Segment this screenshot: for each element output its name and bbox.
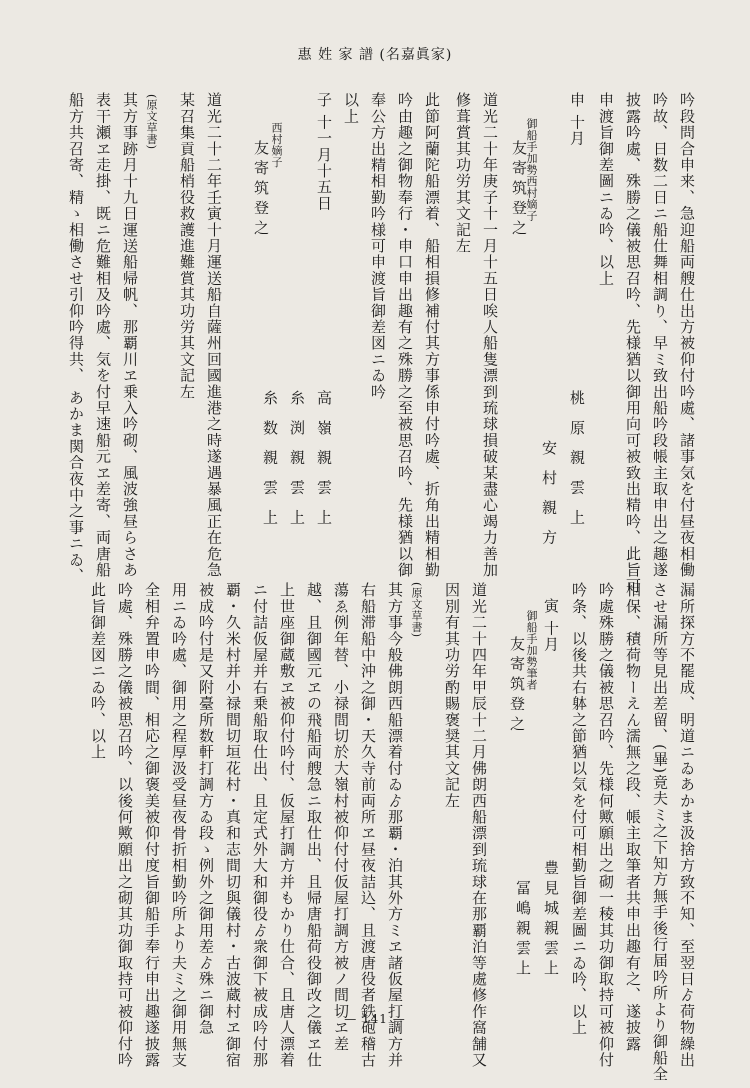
text-column: 吟由趣之御物奉行・申口申出趣有之殊勝之至被思召吟、先様猶以御	[396, 92, 414, 578]
text-column: 全相弁置申吟間、相応之御褒美被仰付度旨御船手奉行申出趣遂披露	[143, 582, 161, 1068]
text-column: 友寄筑登之	[252, 140, 270, 240]
text-column: 御船手加勢筆者	[525, 610, 538, 691]
page-number: — 141 —	[344, 1012, 406, 1026]
text-column: 西村嫡子	[270, 122, 283, 168]
text-column: 道光二十四年甲辰十二月佛朗西船漂到琉球在那覇泊等處修作窩舗又	[470, 582, 488, 1068]
text-column: 糸 数 親 雲 上	[261, 390, 279, 530]
text-column: 吟条、以後共右躰之節猶以気を付可相勤旨御差圖ニゐ吟、以上	[570, 582, 588, 1036]
text-column: (原文草書)	[145, 94, 158, 150]
page-header: 惠 姓 家 譜 (名嘉眞家)	[297, 47, 453, 63]
text-column: 寅 十月	[542, 598, 560, 653]
text-column: 奉公方出精相勤吟様可申渡旨御差図ニゐ吟	[369, 92, 387, 400]
text-column: 道光二十年庚子十一月十五日唉人船隻漂到琉球損破某盡心竭力善加	[481, 92, 499, 578]
text-column: 船方共召寄、精ゝ相働させ引仰吟得共、 あかま関合夜中之事ニゐ、	[67, 92, 85, 584]
text-column: 糸 渕 親 雲 上	[288, 390, 306, 530]
text-column: 安 村 親 方	[540, 440, 558, 550]
text-column: 某召集貢船梢役救護進難賞其功労其文記左	[178, 92, 196, 400]
text-column: 高 嶺 親 雲 上	[315, 390, 333, 530]
text-column: 吟處、殊勝之儀被思召吟、以後何歟願出之砌其功御取持可被仰付吟	[116, 582, 134, 1068]
text-column: 申渡旨御差圖ニゐ吟、以上	[597, 92, 615, 287]
text-column: 越、且御國元ヱの飛船両艘急ニ取仕出、且帰唐船荷役御改之儀ヱ仕	[305, 582, 323, 1068]
text-column: 吟段問合申来、急迎船両艘仕出方被仰付吟處、諸事気を付昼夜相働	[678, 92, 696, 578]
text-column: 道光二十二年壬寅十月運送船自薩州回國進港之時遂遇暴風正在危急	[205, 92, 223, 578]
text-column: 吟處殊勝之儀被思召吟、先様何歟願出之砌一稜其功御取持可被仰付	[597, 582, 615, 1068]
text-column: 此節阿蘭陀船漂着、船相損修補付其方事係申付吟處、折角出精相勤	[423, 92, 441, 578]
text-column: 此旨御差図ニゐ吟、以上	[89, 582, 107, 761]
text-column: 被成吟付是又附臺所数軒打調方ゐ段ゝ例外之御用差ゟ殊ニ御急	[197, 582, 215, 1036]
text-column: 冨嶋親雲上	[514, 880, 532, 980]
text-column: 申 十月	[568, 92, 586, 147]
text-column: 修葺賞其功労其文記左	[454, 92, 472, 254]
text-column: 漏所探方不罷成、明道ニゐあかま汲捨方致不知、至翌日ゟ荷物繰出	[678, 582, 696, 1068]
text-column: 其方事跡月十九日運送船帰帆、那覇川ヱ乗入吟砌、風波強昼らさあ	[121, 92, 139, 578]
text-column: (原文草書)	[410, 582, 423, 638]
text-column: 右船滞船中沖之御・天久寺前両所ヱ昼夜詰込、且渡唐役者鉄砲稽古	[359, 582, 377, 1068]
text-column: 相保、積荷物ーえん濡無之段、帳主取筆者共申出趣有之、遂披露	[624, 582, 642, 1052]
text-column: 其方事今般佛朗西船漂着付ゐゟ那覇・泊其外方ミヱ諸仮屋打調方并	[386, 582, 404, 1068]
text-column: 用ニゐ吟處、御用之程厚汲受昼夜骨折相勤吟所より夫ミ之御用無支	[170, 582, 188, 1068]
text-column: 因別有其功労酌賜褒奨其文記左	[443, 582, 461, 809]
text-column: 披露吟處、殊勝之儀被思召吟、先様猶以御用向可被致出精吟、此旨可	[624, 92, 642, 595]
text-column: 吟故、日数二日ニ船仕舞相調り、早ミ致出船吟段帳主取申出之趣遂	[651, 92, 669, 578]
text-column: 豊見城親雲上	[542, 860, 560, 980]
text-column: 上世座御蔵敷ヱ被仰付吟付、仮屋打調方并もかり仕合、且唐人漂着	[278, 582, 296, 1068]
text-column: 表干瀬ヱ走掛、既ニ危難相及吟處、気を付早速船元ヱ差寄、両唐船	[94, 92, 112, 578]
text-column: 友寄筑登之	[510, 140, 528, 240]
text-column: 御船手加勢西村嫡子	[525, 118, 538, 222]
text-column: 以上	[342, 92, 360, 125]
text-column: 友寄筑登之	[508, 636, 526, 736]
text-column: 子 十一月十五日	[315, 92, 333, 212]
text-column: ニ付詰仮屋并右乗船取仕出、且定式外大和御役ゟ衆御下被成吟付那	[251, 582, 269, 1068]
text-column: 蕩ゑ例年替、小禄間切於大嶺村被仰付付仮屋打調方被ノ間切ヱ差	[332, 582, 350, 1052]
text-column: 覇・久米村并小禄間切垣花村・真和志間切與儀村・古波蔵村ヱ御宿	[224, 582, 242, 1068]
text-column: 桃 原 親 雲 上	[568, 390, 586, 530]
text-column: させ漏所等見出差留、(畢)竟夫ミ之下知方無手後行届吟所より御船全	[651, 582, 669, 1083]
